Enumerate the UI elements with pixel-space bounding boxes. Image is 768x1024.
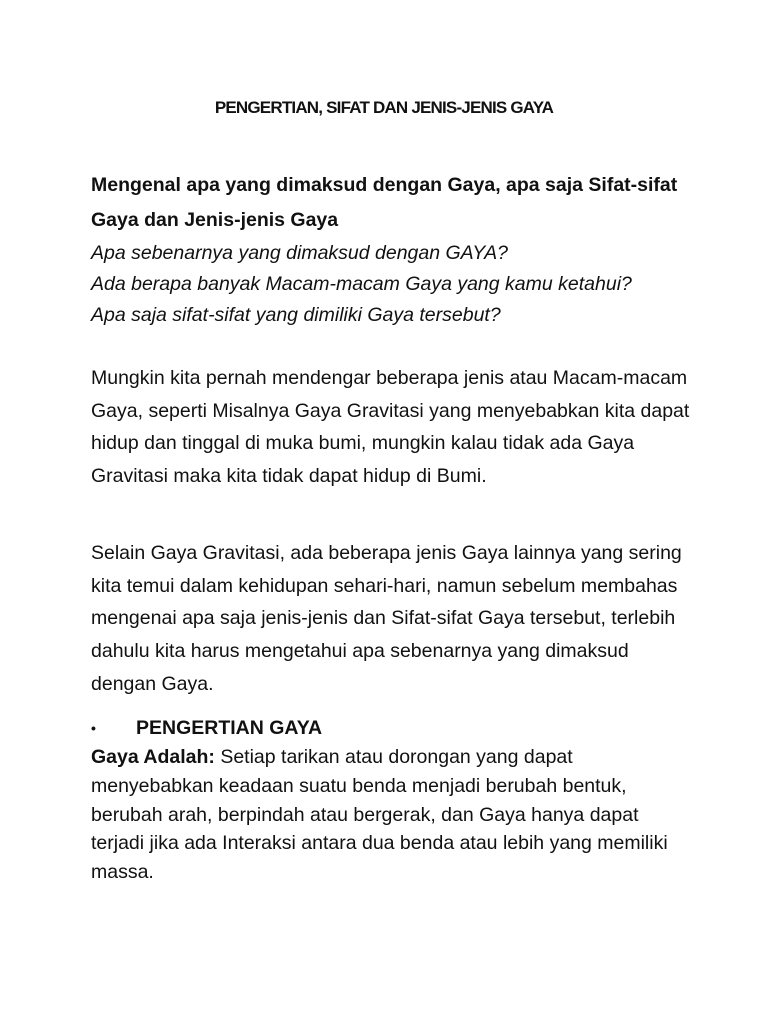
bullet-icon: • bbox=[91, 720, 96, 736]
paragraph-text: Selain Gaya Gravitasi, ada beberapa jenis Gaya lainnya yang sering kita temui dalam kehidupan sehari-hari, namun sebelum membahas mengenai apa saja jenis-jenis dan Sifat-sifat Gaya tersebut, terlebih dahulu kita harus mengetahui apa sebenarnya yang dimaksud dengan Gaya. bbox=[91, 542, 682, 695]
definition-term: Gaya Adalah: bbox=[91, 746, 215, 768]
section-definition bbox=[91, 714, 691, 887]
section-title: PENGERTIAN GAYA bbox=[136, 717, 323, 739]
document-title: PENGERTIAN, SIFAT DAN JENIS-JENIS GAYA bbox=[214, 98, 554, 117]
intro-question: Apa saja sifat-sifat yang dimiliki Gaya tersebut? bbox=[91, 304, 501, 326]
definition-body: Setiap tarikan atau dorongan yang dapat menyebabkan keadaan suatu benda menjadi berubah bentuk, berubah arah, berpindah atau bergerak, dan Gaya hanya dapat terjadi jika ada Interaksi antara dua benda atau lebih yang memiliki massa. bbox=[91, 746, 668, 884]
section-heading bbox=[91, 714, 691, 743]
intro-question: Ada berapa banyak Macam-macam Gaya yang kamu ketahui? bbox=[91, 273, 632, 295]
intro-block bbox=[91, 168, 691, 331]
paragraph-text: Mungkin kita pernah mendengar beberapa jenis atau Macam-macam Gaya, seperti Misalnya Gaya Gravitasi yang menyebabkan kita dapat hidup dan tinggal di muka bumi, mungkin kalau tidak ada Gaya Gravitasi maka kita tidak dapat hidup di Bumi. bbox=[91, 367, 690, 488]
intro-heading: Mengenal apa yang dimaksud dengan Gaya, apa saja Sifat-sifat Gaya dan Jenis-jenis Gaya bbox=[91, 174, 678, 231]
intro-question: Apa sebenarnya yang dimaksud dengan GAYA? bbox=[91, 242, 509, 264]
paragraph-other-forces bbox=[91, 537, 691, 701]
definition-text bbox=[91, 743, 691, 887]
paragraph-gravity bbox=[91, 362, 691, 493]
